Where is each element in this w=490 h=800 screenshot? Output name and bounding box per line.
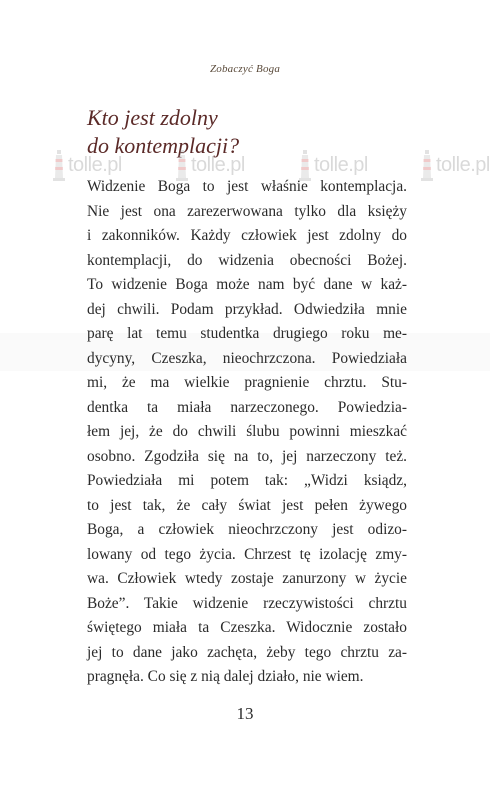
lighthouse-icon [420,148,434,182]
running-head: Zobaczyć Boga [209,63,281,75]
body-line: pragnęła. Co się z nią dalej działo, nie wiem. [87,668,364,685]
body-line: Nie jest ona zarezerwowana tylko dla księży [87,202,407,220]
body-line: kontemplacji, do widzenia obecności Bożej. [87,251,407,269]
watermark-text: tolle.pl [314,153,368,176]
body-line: Widzenie Boga to jest właśnie kontemplacja. [87,178,407,195]
watermark-text: tolle.pl [191,153,245,176]
chapter-title [87,104,407,160]
body-line: Powiedziała mi potem tak: „Widzi ksiądz, [87,472,407,489]
body-line: świętego miała ta Czeszka. Widocznie zostało [87,619,407,636]
body-line: łem jej, że do chwili ślubu powinni mieszkać [87,423,407,440]
watermark-text: tolle.pl [436,153,490,176]
body-line: To widzenie Boga może nam być dane w każ- [87,276,407,293]
body-line: Boga, a człowiek nieochrzczony jest odizo- [87,521,407,538]
body-line: dycyny, Czeszka, nieochrzczona. Powiedziała [87,349,407,367]
chapter-title-line-1: Kto jest zdolny [87,105,218,130]
body-line: dej chwili. Podam przykład. Odwiedziła mnie [87,300,407,318]
watermark [420,142,490,188]
body-text [87,175,407,690]
body-line: mi, że ma wielkie pragnienie chrztu. Stu- [87,374,407,391]
body-line: to jest tak, że cały świat jest pełen żywego [87,496,407,514]
body-line: lowany od tego życia. Chrzest tę izolację zmy- [87,545,407,563]
body-line: wa. Człowiek wtedy zostaje zanurzony w życie [87,570,407,587]
body-line: osobno. Zgodziła się na to, jej narzeczony też. [87,447,407,465]
chapter-title-line-2: do kontemplacji? [87,133,240,158]
watermark-text: tolle.pl [68,153,122,176]
body-line: dentka ta miała narzeczonego. Powiedzia- [87,398,407,416]
page-number: 13 [236,704,254,723]
lighthouse-icon [52,148,66,182]
body-line: i zakonników. Każdy człowiek jest zdolny do [87,227,407,244]
body-line: parę lat temu studentka drugiego roku me- [87,325,407,342]
body-line: Boże”. Takie widzenie rzeczywistości chrztu [87,594,407,612]
body-line: jej to dane jako zachęta, żeby tego chrztu za- [87,643,407,661]
